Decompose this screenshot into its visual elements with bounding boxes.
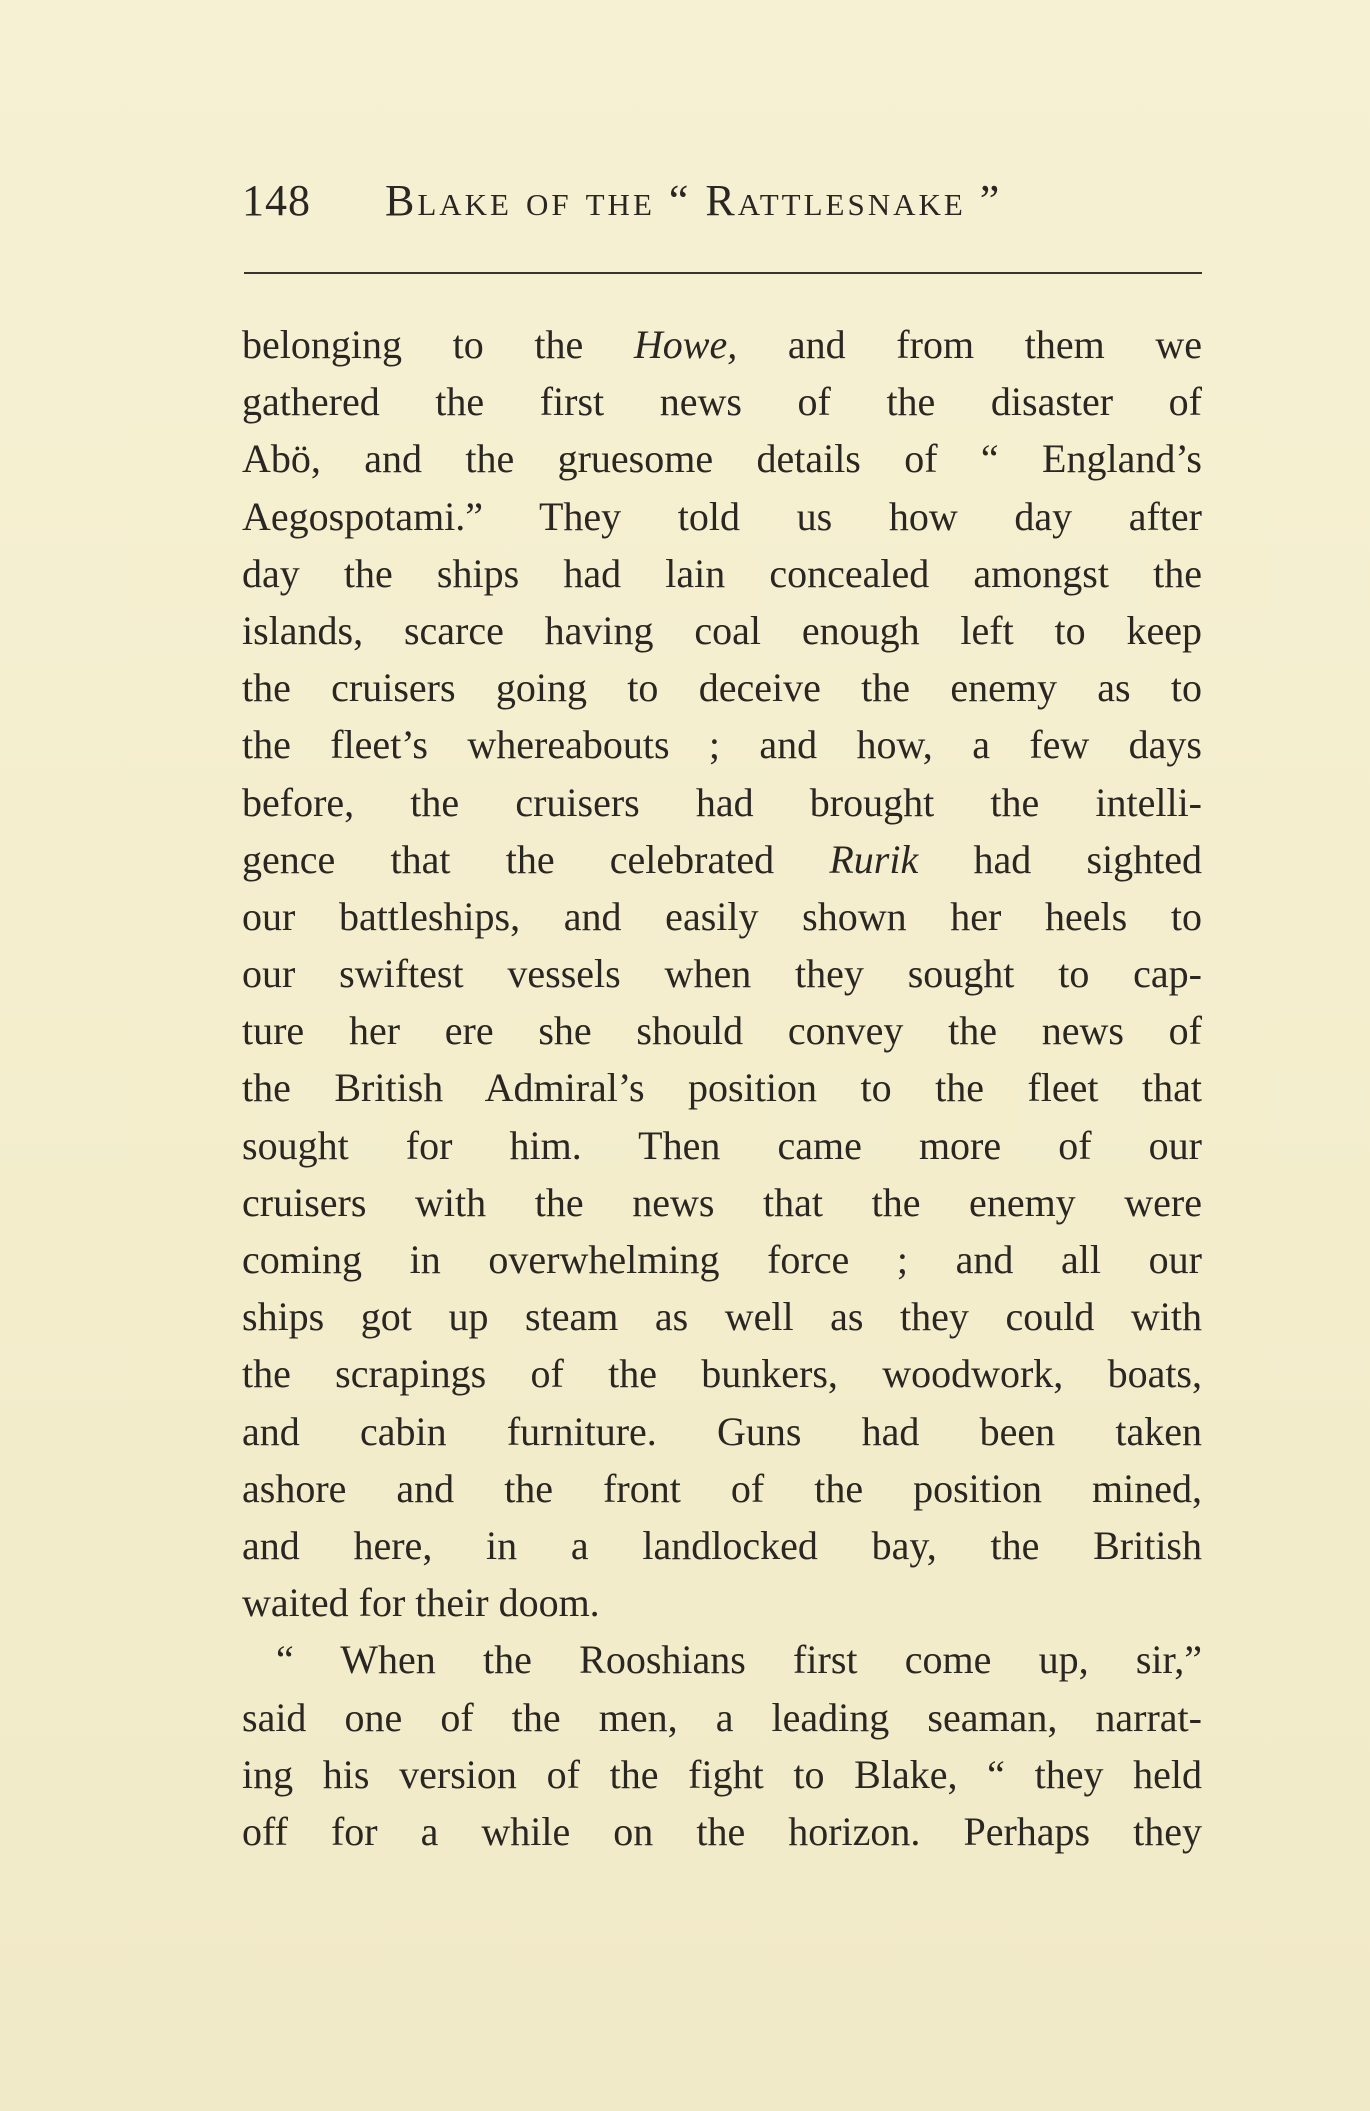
text-line: our battleships, and easily shown her heels to [242,893,1202,939]
running-title: Blake of the “ Rattlesnake ” [385,176,1003,225]
text-line: ashore and the front of the position mined, [242,1465,1202,1511]
text-line: Abö, and the gruesome details of “ England’s [242,436,1202,482]
text-line: cruisers with the news that the enemy were [242,1179,1202,1225]
body-text [242,316,1202,1860]
text-line: gence that the celebrated Rurik had sighted [242,836,1202,882]
text-line: and here, in a landlocked bay, the British [242,1522,1202,1568]
text-line: gathered the first news of the disaster of [242,379,1202,425]
text-line: the scrapings of the bunkers, woodwork, boats, [242,1351,1202,1397]
text-line: coming in overwhelming force ; and all our [242,1237,1202,1282]
text-line: waited for their doom. [242,1580,600,1626]
text-line: sought for him. Then came more of our [242,1122,1202,1168]
text-line: the British Admiral’s position to the fleet that [242,1065,1202,1111]
text-line: the cruisers going to deceive the enemy as to [242,665,1202,711]
page-number: 148 [242,176,311,225]
text-line: the fleet’s whereabouts ; and how, a few days [242,722,1202,768]
text-line: our swiftest vessels when they sought to cap- [242,951,1202,997]
text-line: said one of the men, a leading seaman, narrat- [242,1694,1202,1740]
text-line: and cabin furniture. Guns had been taken [242,1408,1202,1454]
running-head [242,175,1202,235]
text-line: off for a while on the horizon. Perhaps they [242,1808,1202,1854]
header-rule [244,272,1202,274]
text-line: ships got up steam as well as they could with [242,1294,1202,1340]
text-line: islands, scarce having coal enough left to keep [242,607,1202,653]
text-line: ing his version of the fight to Blake, “ they held [242,1751,1202,1797]
text-line: day the ships had lain concealed amongst the [242,550,1202,596]
text-line: “ When the Rooshians first come up, sir,” [276,1637,1202,1683]
text-line: belonging to the Howe, and from them we [242,322,1202,367]
text-line: ture her ere she should convey the news of [242,1008,1202,1054]
text-line: Aegospotami.” They told us how day after [242,493,1202,539]
text-line: before, the cruisers had brought the intelli- [242,779,1202,825]
